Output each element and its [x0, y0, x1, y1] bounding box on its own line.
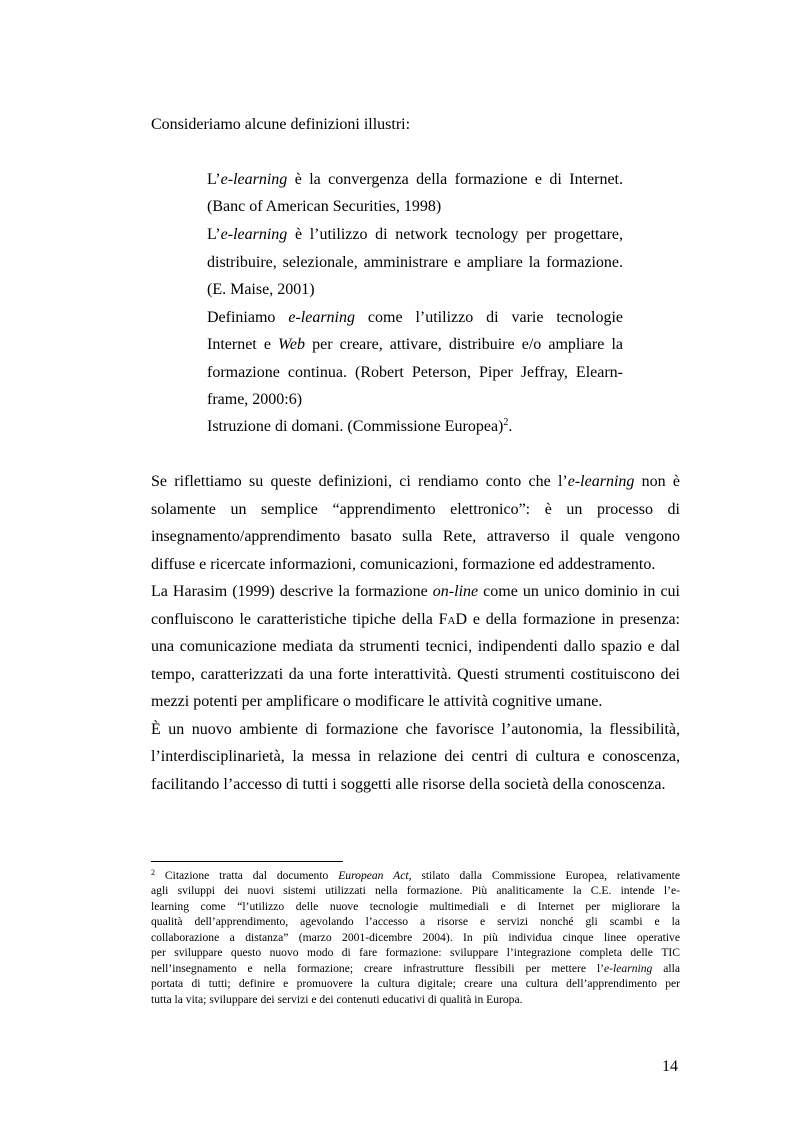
- body-line: diffuse e ricercate informazioni, comunicazioni, formazione ed addestramento.: [151, 556, 656, 573]
- intro-paragraph: Consideriamo alcune definizioni illustri:: [151, 116, 411, 133]
- footnote-line: portata di tutti; definire e promuovere la cultura digitale; creare una cultura dell’apprendimento per: [151, 977, 680, 990]
- quote-line: distribuire, selezionale, amministrare e ampliare la formazione.: [207, 254, 623, 271]
- page-number: 14: [662, 1058, 678, 1075]
- body-line: È un nuovo ambiente di formazione che favorisce l’autonomia, la flessibilità,: [151, 721, 680, 738]
- body-line: facilitando l’accesso di tutti i soggetti alle risorse della società della conoscenza.: [151, 776, 666, 793]
- quote-line: frame, 2000:6): [207, 391, 303, 408]
- body-line: mezzi potenti per amplificare o modificare le attività cognitive umane.: [151, 693, 603, 710]
- footnote-line: collaborazione a distanza” (marzo 2001-dicembre 2004). In più individua cinque linee operative: [151, 931, 680, 944]
- footnote-line: tutta la vita; sviluppare dei servizi e dei contenuti educativi di qualità in Europa.: [151, 993, 523, 1006]
- body-line: solamente un semplice “apprendimento elettronico”: è un processo di: [151, 501, 680, 518]
- quote-line: (Banc of American Securities, 1998): [207, 198, 442, 215]
- footnote-line: $^2$ Citazione tratta dal documento European Act, stilato dalla Commissione Europea, relativamente: [151, 868, 680, 882]
- quote-line: L’e-learning è l’utilizzo di network tecnology per progettare,: [207, 226, 623, 243]
- quote-line: formazione continua. (Robert Peterson, Piper Jeffray, Elearn-: [207, 364, 623, 381]
- body-line: confluiscono le caratteristiche tipiche della FaD e della formazione in presenza:: [151, 611, 681, 628]
- footnote-number: 2: [151, 868, 155, 877]
- quote-line: (E. Maise, 2001): [207, 281, 315, 298]
- quote-line: L’e-learning è la convergenza della formazione e di Internet.: [207, 171, 623, 188]
- footnote-line: nell’insegnamento e nella formazione; creare infrastrutture flessibili per mettere l’e-learning alla: [151, 962, 680, 975]
- footnote-line: qualità dell’apprendimento, agevolando l’accesso a risorse e servizi nonché gli scambi e la: [151, 915, 680, 928]
- footnote-line: per sviluppare questo nuovo modo di fare formazione: sviluppare l’integrazione completa delle TIC: [151, 946, 680, 959]
- quote-line: Internet e Web per creare, attivare, distribuire e/o ampliare la: [207, 336, 623, 353]
- body-line: insegnamento/apprendimento basato sulla Rete, attraverso il quale vengono: [151, 528, 680, 545]
- footnote-reference[interactable]: 2: [503, 417, 509, 428]
- footnote-separator: [151, 861, 343, 862]
- footnote-line: agli sviluppi dei nuovi sistemi utilizzati nella formazione. Più analiticamente la C.E. intende l’e-: [151, 884, 680, 897]
- footnote-line: learning come “l’utilizzo delle nuove tecnologie multimediali e di Internet per migliorare la: [151, 900, 680, 913]
- quote-line: Istruzione di domani. (Commissione Europea)$^2$.: [207, 417, 513, 435]
- body-line: La Harasim (1999) descrive la formazione on-line come un unico dominio in cui: [151, 583, 680, 600]
- body-line: l’interdisciplinarietà, la messa in relazione dei centri di cultura e conoscenza,: [151, 748, 680, 765]
- body-line: Se riflettiamo su queste definizioni, ci rendiamo conto che l’e-learning non è: [151, 473, 681, 490]
- body-line: tempo, caratterizzati da una forte interattività. Questi strumenti costituiscono dei: [151, 666, 680, 683]
- body-line: una comunicazione mediata da strumenti tecnici, indipendenti dallo spazio e dal: [151, 638, 680, 655]
- quote-line: Definiamo e-learning come l’utilizzo di varie tecnologie: [207, 309, 624, 326]
